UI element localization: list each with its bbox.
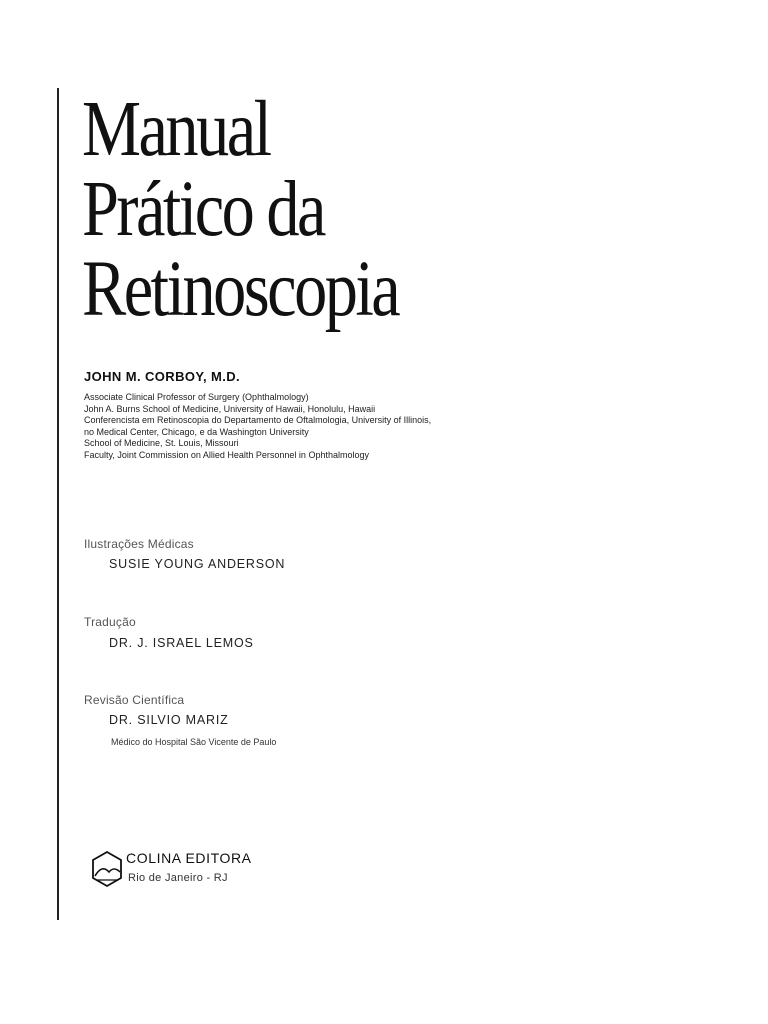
credential-line: John A. Burns School of Medicine, University of Hawaii, Honolulu, Hawaii — [84, 403, 376, 414]
illustrator-name: SUSIE YOUNG ANDERSON — [109, 557, 286, 571]
credential-line: no Medical Center, Chicago, e da Washington University — [84, 426, 309, 437]
publisher-name: COLINA EDITORA — [126, 850, 252, 866]
vertical-rule — [57, 88, 59, 920]
title-line-1: Manual — [82, 86, 270, 173]
translation-label: Tradução — [84, 615, 136, 629]
title-line-3: Retinoscopia — [82, 246, 399, 333]
author-name: JOHN M. CORBOY, M.D. — [84, 369, 241, 384]
translator-name: DR. J. ISRAEL LEMOS — [109, 636, 254, 650]
credential-line: Associate Clinical Professor of Surgery (Ophthalmology) — [84, 392, 309, 402]
credential-line: Faculty, Joint Commission on Allied Health Personnel in Ophthalmology — [84, 449, 369, 460]
author-credentials — [84, 392, 431, 462]
reviewer-affiliation: Médico do Hospital São Vicente de Paulo — [111, 737, 277, 747]
colina-hills-logo-icon — [90, 850, 124, 888]
scientific-review-label: Revisão Científica — [84, 693, 185, 707]
publisher-city: Rio de Janeiro - RJ — [128, 872, 228, 884]
credential-line: School of Medicine, St. Louis, Missouri — [84, 438, 239, 449]
book-title — [82, 86, 399, 333]
reviewer-name: DR. SILVIO MARIZ — [109, 713, 229, 727]
illustrations-label: Ilustrações Médicas — [84, 537, 194, 551]
credential-line: Conferencista em Retinoscopia do Departamento de Oftalmologia, University of Illinois, — [84, 415, 432, 426]
publisher-block — [90, 848, 290, 892]
title-line-2: Prático da — [82, 166, 324, 253]
